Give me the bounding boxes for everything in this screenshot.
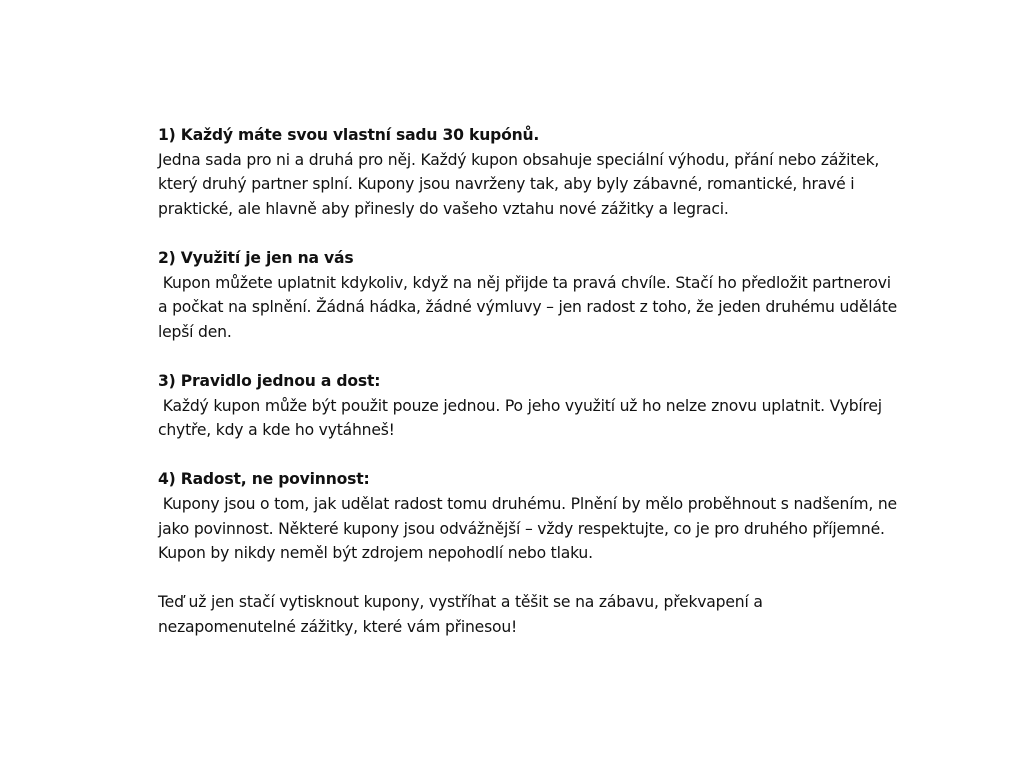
section-heading: 3) Pravidlo jednou a dost:	[158, 371, 381, 390]
section-2	[158, 246, 902, 344]
closing-paragraph: Teď už jen stačí vytisknout kupony, vystříhat a těšit se na zábavu, překvapení a nezapomenutelné zážitky, které vám přinesou!	[158, 593, 763, 636]
section-heading: 2) Využití je jen na vás	[158, 248, 354, 267]
document-page	[158, 123, 902, 639]
section-3	[158, 369, 898, 443]
section-heading: 4) Radost, ne povinnost:	[158, 470, 370, 489]
section-text: Kupon můžete uplatnit kdykoliv, když na něj přijde ta pravá chvíle. Stačí ho předložit partnerovi a počkat na splnění. Žádná hádka, žádné výmluvy – jen radost z toho, že jeden druhému uděláte lepší den.	[158, 273, 902, 341]
section-text: Každý kupon může být použit pouze jednou. Po jeho využití už ho nelze znovu uplatnit. Vybírej chytře, kdy a kde ho vytáhneš!	[158, 396, 887, 440]
section-heading: 1) Každý máte svou vlastní sadu 30 kupónů.	[158, 126, 540, 144]
section-text: Jedna sada pro ni a druhá pro něj. Každý kupon obsahuje speciální výhodu, přání nebo zážitek, který druhý partner splní. Kupony jsou navrženy tak, aby byly zábavné, romantické, hravé i praktické, ale hlavně aby přinesly do vašeho vztahu nové zážitky a legraci.	[158, 150, 880, 218]
section-1	[158, 123, 898, 221]
section-text: Kupony jsou o tom, jak udělat radost tomu druhému. Plnění by mělo proběhnout s nadšením, ne jako povinnost. Některé kupony jsou odvážnější – vždy respektujte, co je pro druhého příjemné. Kupon by nikdy neměl být zdrojem nepohodlí nebo tlaku.	[158, 494, 902, 563]
section-4	[158, 467, 902, 565]
